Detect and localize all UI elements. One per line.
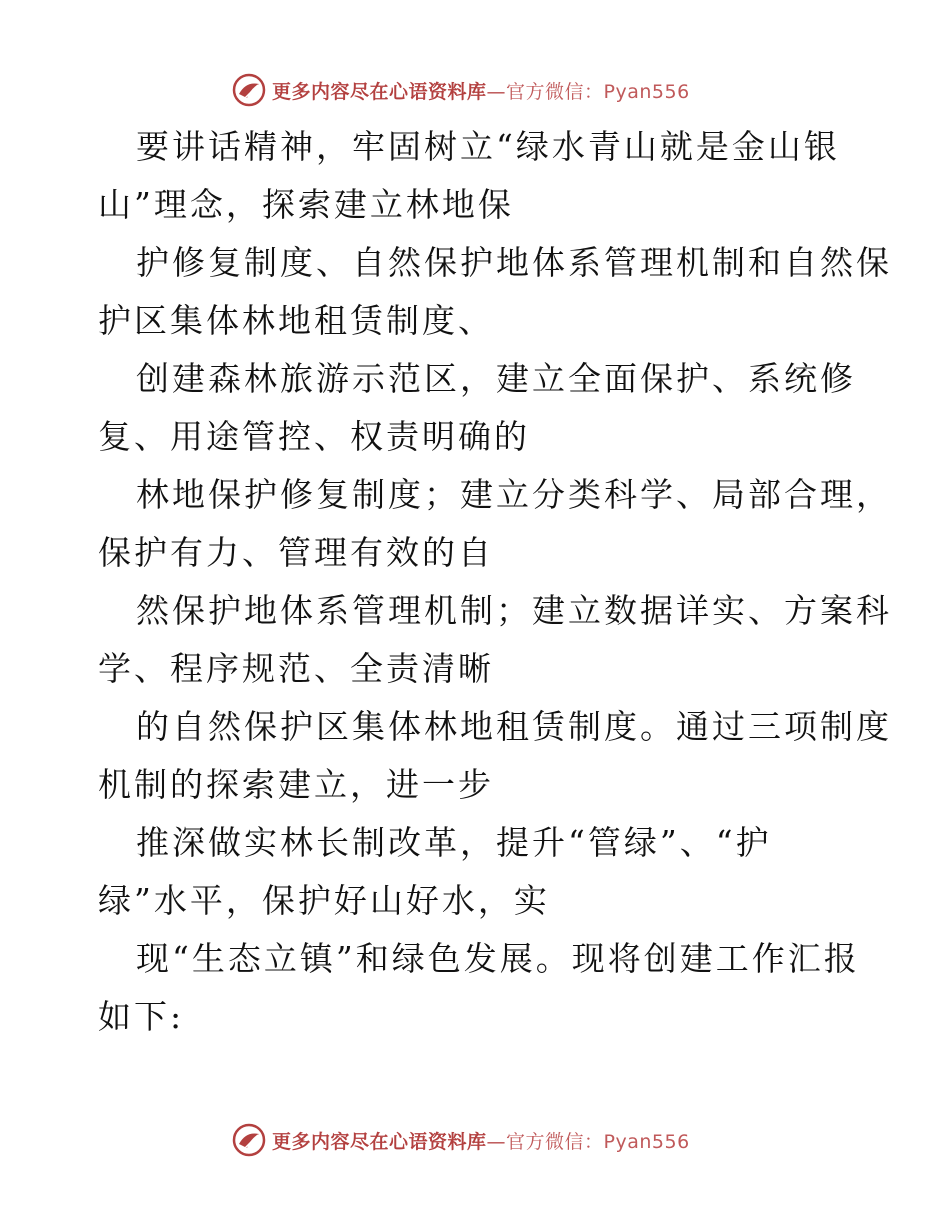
paragraph-line: 要讲话精神，牢固树立“绿水青山就是金山银 [136, 127, 840, 166]
watermark-text [272, 1127, 690, 1154]
paragraph-line: 绿”水平，保护好山好水，实 [98, 881, 550, 920]
paragraph-line: 如下: [98, 997, 185, 1036]
brand-logo-icon [232, 1123, 266, 1157]
paragraph-line: 创建森林旅游示范区，建立全面保护、系统修 [136, 359, 856, 398]
brand-logo-icon [232, 73, 266, 107]
header-watermark-banner [232, 72, 690, 108]
watermark-contact: 官方微信：Pyan556 [506, 1130, 690, 1153]
paragraph-line: 林地保护修复制度；建立分类科学、局部合理， [136, 475, 892, 514]
watermark-brand: 更多内容尽在心语资料库 [272, 1130, 487, 1153]
watermark-contact: 官方微信：Pyan556 [506, 80, 690, 103]
paragraph-line: 学、程序规范、全责清晰 [98, 649, 494, 688]
paragraph-line: 保护有力、管理有效的自 [98, 533, 494, 572]
paragraph-line: 现“生态立镇”和绿色发展。现将创建工作汇报 [136, 939, 860, 978]
paragraph-line: 复、用途管控、权责明确的 [98, 417, 530, 456]
document-body [98, 118, 892, 1046]
watermark-text [272, 77, 690, 104]
watermark-separator: — [486, 1130, 507, 1153]
watermark-separator: — [486, 80, 507, 103]
paragraph-line: 然保护地体系管理机制；建立数据详实、方案科 [136, 591, 892, 630]
watermark-brand: 更多内容尽在心语资料库 [272, 80, 487, 103]
paragraph-line: 护修复制度、自然保护地体系管理机制和自然保 [136, 243, 892, 282]
paragraph-line: 山”理念，探索建立林地保 [98, 185, 514, 224]
paragraph-line: 推深做实林长制改革，提升“管绿”、“护 [136, 823, 772, 862]
paragraph-line: 机制的探索建立，进一步 [98, 765, 494, 804]
footer-watermark-banner [232, 1122, 690, 1158]
paragraph-line: 护区集体林地租赁制度、 [98, 301, 494, 340]
paragraph-line: 的自然保护区集体林地租赁制度。通过三项制度 [136, 707, 892, 746]
